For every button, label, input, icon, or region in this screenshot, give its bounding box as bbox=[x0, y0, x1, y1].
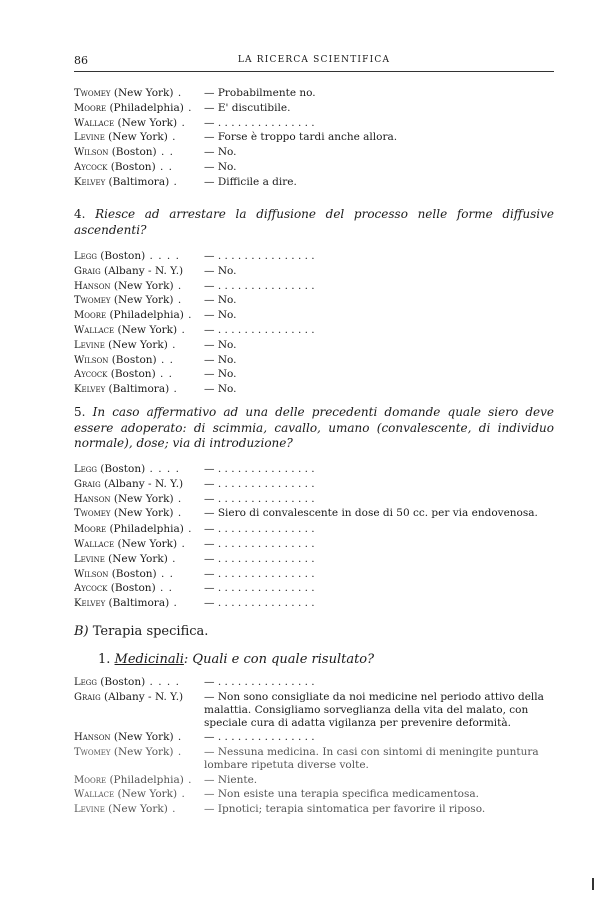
leader-dots: . bbox=[173, 279, 183, 292]
respondent-place: (Philadelphia) bbox=[106, 101, 184, 114]
respondent bbox=[74, 522, 204, 537]
respondent bbox=[74, 101, 204, 116]
respondent-place: (Albany - N. Y.) bbox=[100, 264, 184, 277]
response-answer: — . . . . . . . . . . . . . . . bbox=[204, 477, 315, 490]
respondent-place: (Philadelphia) bbox=[106, 773, 184, 786]
response-row bbox=[74, 552, 554, 567]
header-rule bbox=[74, 71, 554, 72]
response-answer: — Ipnotici; terapia sintomatica per favorire il riposo. bbox=[204, 803, 486, 816]
leader-dots: . bbox=[183, 773, 193, 786]
respondent-place: (Boston) bbox=[107, 368, 156, 381]
respondent bbox=[74, 492, 204, 507]
respondent-name: Aycock bbox=[74, 369, 108, 381]
leader-dots: . . . . bbox=[145, 250, 180, 262]
respondent-place: (New York) bbox=[104, 338, 168, 351]
response-answer: — No. bbox=[204, 309, 237, 322]
leader-dots: . . bbox=[156, 146, 174, 159]
response-answer: — Nessuna medicina. In casi con sintomi di meningite puntura lombare ripetuta diverse volte. bbox=[204, 746, 539, 772]
response-row bbox=[74, 802, 554, 817]
respondent-name: Kelvey bbox=[74, 384, 106, 396]
respondent bbox=[74, 382, 204, 397]
response-answer: — . . . . . . . . . . . . . . . bbox=[204, 250, 315, 262]
response-answer: — No. bbox=[204, 264, 237, 277]
respondent-name: Aycock bbox=[74, 583, 108, 595]
response-answer: — No. bbox=[204, 368, 237, 381]
respondent bbox=[74, 160, 204, 175]
response-row bbox=[74, 690, 554, 731]
respondent-name: Wallace bbox=[74, 324, 115, 336]
leader-dots: . . bbox=[155, 582, 174, 595]
response-row bbox=[74, 492, 554, 507]
response-row bbox=[74, 101, 554, 116]
respondent-name: Wilson bbox=[74, 147, 109, 159]
page-number: 86 bbox=[74, 54, 88, 67]
question-4-number: 4. bbox=[74, 207, 86, 221]
response-row bbox=[74, 462, 554, 477]
response-row bbox=[74, 675, 554, 690]
respondent-name: Graig bbox=[74, 478, 101, 490]
respondent-place: (New York) bbox=[104, 552, 168, 565]
respondent-name: Levine bbox=[74, 132, 105, 144]
leader-dots: . . bbox=[155, 160, 174, 173]
respondent-name: Kelvey bbox=[74, 598, 106, 610]
respondent bbox=[74, 293, 204, 308]
respondent-place: (New York) bbox=[110, 731, 174, 744]
leader-dots: . bbox=[183, 309, 193, 322]
leader-dots: . . bbox=[156, 567, 174, 580]
respondent-place: (New York) bbox=[110, 492, 174, 505]
response-answer: — . . . . . . . . . . . . . . . bbox=[204, 731, 315, 744]
leader-dots: . bbox=[167, 131, 177, 144]
response-answer: — . . . . . . . . . . . . . . . bbox=[204, 116, 315, 129]
respondent-place: (Baltimora) bbox=[105, 175, 170, 188]
leader-dots: . bbox=[177, 788, 186, 801]
answers-previous-question bbox=[74, 86, 554, 190]
response-row bbox=[74, 537, 554, 552]
response-row bbox=[74, 116, 554, 131]
leader-dots: . bbox=[183, 101, 193, 114]
respondent bbox=[74, 308, 204, 323]
respondent-place: (New York) bbox=[114, 116, 178, 129]
response-row bbox=[74, 382, 554, 397]
response-row bbox=[74, 787, 554, 802]
response-row bbox=[74, 773, 554, 788]
response-answer: — . . . . . . . . . . . . . . . bbox=[204, 552, 315, 565]
response-answer: — . . . . . . . . . . . . . . . bbox=[204, 463, 315, 475]
respondent-place: (Boston) bbox=[108, 567, 157, 580]
leader-dots: . bbox=[167, 552, 177, 565]
response-row bbox=[74, 130, 554, 145]
answers-section-b bbox=[74, 675, 554, 817]
respondent-name: Wallace bbox=[74, 789, 115, 801]
subquestion-label: Medicinali bbox=[114, 652, 184, 667]
response-answer: — Non sono consigliate da noi medicine nel periodo attivo della malattia. Consigliamo sorveglianza della vita del malato, con speciale cura di adatta vigilanza per prevenire deformità. bbox=[204, 690, 544, 730]
leader-dots: . bbox=[169, 175, 178, 188]
respondent bbox=[74, 730, 204, 745]
respondent bbox=[74, 338, 204, 353]
response-row bbox=[74, 323, 554, 338]
response-row bbox=[74, 264, 554, 279]
respondent-name: Kelvey bbox=[74, 176, 106, 188]
respondent-name: Levine bbox=[74, 553, 105, 565]
response-row bbox=[74, 506, 554, 522]
respondent-name: Moore bbox=[74, 102, 107, 114]
respondent-name: Hanson bbox=[74, 493, 111, 505]
section-b-subquestion bbox=[98, 652, 374, 667]
respondent-place: (New York) bbox=[110, 746, 174, 759]
edge-mark bbox=[592, 878, 594, 890]
leader-dots: . bbox=[173, 507, 183, 520]
respondent-place: (New York) bbox=[114, 323, 178, 336]
answers-question-5 bbox=[74, 462, 554, 611]
response-row bbox=[74, 567, 554, 582]
respondent-place: (Boston) bbox=[96, 463, 146, 475]
respondent bbox=[74, 537, 204, 552]
response-answer: — . . . . . . . . . . . . . . . bbox=[204, 582, 315, 595]
leader-dots: . bbox=[173, 87, 183, 99]
response-answer: — . . . . . . . . . . . . . . . bbox=[204, 537, 315, 550]
section-b-heading bbox=[74, 624, 208, 639]
respondent bbox=[74, 773, 204, 788]
respondent-name: Hanson bbox=[74, 280, 111, 292]
question-4 bbox=[74, 207, 554, 238]
respondent-place: (New York) bbox=[104, 131, 168, 144]
leader-dots: . bbox=[167, 338, 177, 351]
respondent-name: Twomey bbox=[74, 295, 111, 307]
response-answer: — . . . . . . . . . . . . . . . bbox=[204, 567, 315, 580]
respondent bbox=[74, 567, 204, 582]
respondent-place: (Philadelphia) bbox=[106, 523, 184, 536]
respondent-name: Wilson bbox=[74, 568, 109, 580]
respondent bbox=[74, 477, 204, 492]
leader-dots: . . bbox=[155, 368, 174, 381]
response-row bbox=[74, 730, 554, 745]
respondent-place: (Boston) bbox=[108, 146, 157, 159]
leader-dots: . bbox=[173, 294, 183, 307]
respondent-name: Hanson bbox=[74, 732, 111, 744]
leader-dots: . bbox=[169, 597, 178, 610]
respondent-place: (New York) bbox=[110, 507, 174, 520]
response-answer: — . . . . . . . . . . . . . . . bbox=[204, 597, 315, 610]
respondent bbox=[74, 264, 204, 279]
respondent-name: Graig bbox=[74, 691, 101, 703]
leader-dots: . bbox=[169, 383, 178, 396]
respondent-place: (Boston) bbox=[96, 250, 146, 262]
respondent-place: (Albany - N. Y.) bbox=[100, 690, 184, 703]
response-answer: — No. bbox=[204, 160, 237, 173]
respondent-place: (New York) bbox=[114, 537, 178, 550]
respondent-place: (New York) bbox=[110, 294, 174, 307]
leader-dots: . bbox=[177, 116, 186, 129]
respondent bbox=[74, 116, 204, 131]
leader-dots: . . . . bbox=[145, 463, 180, 475]
response-row bbox=[74, 293, 554, 308]
response-answer: — Non esiste una terapia specifica medicamentosa. bbox=[204, 788, 479, 801]
respondent-name: Legg bbox=[74, 251, 97, 262]
section-b-letter: B) bbox=[74, 624, 89, 639]
response-row bbox=[74, 581, 554, 596]
respondent-place: (Boston) bbox=[107, 582, 156, 595]
response-answer: — . . . . . . . . . . . . . . . bbox=[204, 676, 315, 688]
response-row bbox=[74, 249, 554, 264]
response-row bbox=[74, 175, 554, 190]
response-answer: — No. bbox=[204, 294, 237, 307]
respondent-place: (New York) bbox=[110, 87, 174, 99]
leader-dots: . bbox=[173, 746, 183, 759]
response-row bbox=[74, 522, 554, 537]
respondent-name: Moore bbox=[74, 524, 107, 536]
response-answer: — . . . . . . . . . . . . . . . bbox=[204, 523, 315, 536]
leader-dots: . bbox=[177, 323, 186, 336]
response-answer: — Probabilmente no. bbox=[204, 87, 316, 99]
respondent-name: Wallace bbox=[74, 117, 115, 129]
respondent-name: Graig bbox=[74, 265, 101, 277]
response-answer: — Difficile a dire. bbox=[204, 175, 297, 188]
response-answer: — Niente. bbox=[204, 773, 258, 786]
question-5 bbox=[74, 405, 554, 452]
respondent-name: Twomey bbox=[74, 747, 111, 759]
answers-question-4 bbox=[74, 249, 554, 397]
section-b-title: Terapia specifica. bbox=[88, 624, 209, 639]
response-answer: — E' discutibile. bbox=[204, 101, 291, 114]
respondent-place: (Boston) bbox=[108, 353, 157, 366]
respondent bbox=[74, 745, 204, 772]
respondent-place: (Boston) bbox=[107, 160, 156, 173]
response-row bbox=[74, 279, 554, 294]
respondent bbox=[74, 367, 204, 382]
respondent bbox=[74, 145, 204, 160]
respondent bbox=[74, 787, 204, 802]
question-5-text: In caso affermativo ad una delle precedenti domande quale siero deve essere adoperato: di scimmia, cavallo, umano (convalescente, di individuo normale), dose; via di introduzione? bbox=[74, 405, 554, 450]
leader-dots: . . bbox=[156, 353, 174, 366]
respondent-place: (Albany - N. Y.) bbox=[100, 477, 184, 490]
respondent-place: (New York) bbox=[114, 788, 178, 801]
subquestion-text: : Quali e con quale risultato? bbox=[183, 652, 375, 667]
respondent bbox=[74, 130, 204, 145]
respondent bbox=[74, 249, 204, 264]
respondent-name: Moore bbox=[74, 774, 107, 786]
response-row bbox=[74, 338, 554, 353]
respondent bbox=[74, 279, 204, 294]
response-row bbox=[74, 308, 554, 323]
leader-dots: . bbox=[183, 523, 193, 536]
respondent bbox=[74, 323, 204, 338]
leader-dots: . bbox=[177, 537, 186, 550]
respondent bbox=[74, 506, 204, 522]
leader-dots: . bbox=[167, 803, 177, 816]
respondent bbox=[74, 675, 204, 690]
respondent-name: Wilson bbox=[74, 354, 109, 366]
response-row bbox=[74, 477, 554, 492]
respondent-place: (Baltimora) bbox=[105, 597, 170, 610]
response-answer: — . . . . . . . . . . . . . . . bbox=[204, 323, 315, 336]
respondent-place: (New York) bbox=[104, 803, 168, 816]
respondent-name: Levine bbox=[74, 804, 105, 816]
response-answer: — . . . . . . . . . . . . . . . bbox=[204, 279, 315, 292]
leader-dots: . bbox=[173, 731, 183, 744]
page-header bbox=[74, 54, 554, 70]
response-answer: — No. bbox=[204, 146, 237, 159]
response-row bbox=[74, 596, 554, 611]
response-row bbox=[74, 145, 554, 160]
question-4-text: Riesce ad arrestare la diffusione del processo nelle forme diffusive ascendenti? bbox=[74, 207, 554, 237]
respondent-name: Twomey bbox=[74, 508, 111, 520]
respondent bbox=[74, 175, 204, 190]
response-row bbox=[74, 353, 554, 368]
respondent-place: (Baltimora) bbox=[105, 383, 170, 396]
response-answer: — Forse è troppo tardi anche allora. bbox=[204, 131, 398, 144]
subquestion-number: 1. bbox=[98, 652, 111, 667]
respondent-place: (New York) bbox=[110, 279, 174, 292]
respondent bbox=[74, 596, 204, 611]
response-row bbox=[74, 160, 554, 175]
respondent bbox=[74, 802, 204, 817]
respondent-name: Wallace bbox=[74, 538, 115, 550]
response-row bbox=[74, 367, 554, 382]
respondent bbox=[74, 86, 204, 101]
respondent bbox=[74, 690, 204, 731]
respondent bbox=[74, 353, 204, 368]
response-answer: — No. bbox=[204, 353, 237, 366]
journal-title: LA RICERCA SCIENTIFICA bbox=[237, 55, 391, 65]
respondent-name: Moore bbox=[74, 310, 107, 322]
leader-dots: . . . . bbox=[145, 676, 180, 688]
respondent-place: (Philadelphia) bbox=[106, 309, 184, 322]
response-answer: — Siero di convalescente in dose di 50 cc. per via endovenosa. bbox=[204, 507, 538, 520]
respondent-name: Twomey bbox=[74, 88, 111, 99]
response-answer: — . . . . . . . . . . . . . . . bbox=[204, 492, 315, 505]
question-5-number: 5. bbox=[74, 405, 86, 419]
respondent bbox=[74, 581, 204, 596]
response-answer: — No. bbox=[204, 338, 237, 351]
respondent-name: Aycock bbox=[74, 161, 108, 173]
respondent-name: Levine bbox=[74, 339, 105, 351]
respondent-name: Legg bbox=[74, 677, 97, 688]
response-row bbox=[74, 745, 554, 772]
response-row bbox=[74, 86, 554, 101]
respondent bbox=[74, 462, 204, 477]
leader-dots: . bbox=[173, 492, 183, 505]
response-answer: — No. bbox=[204, 383, 237, 396]
respondent-name: Legg bbox=[74, 464, 97, 475]
respondent-place: (Boston) bbox=[96, 676, 146, 688]
respondent bbox=[74, 552, 204, 567]
